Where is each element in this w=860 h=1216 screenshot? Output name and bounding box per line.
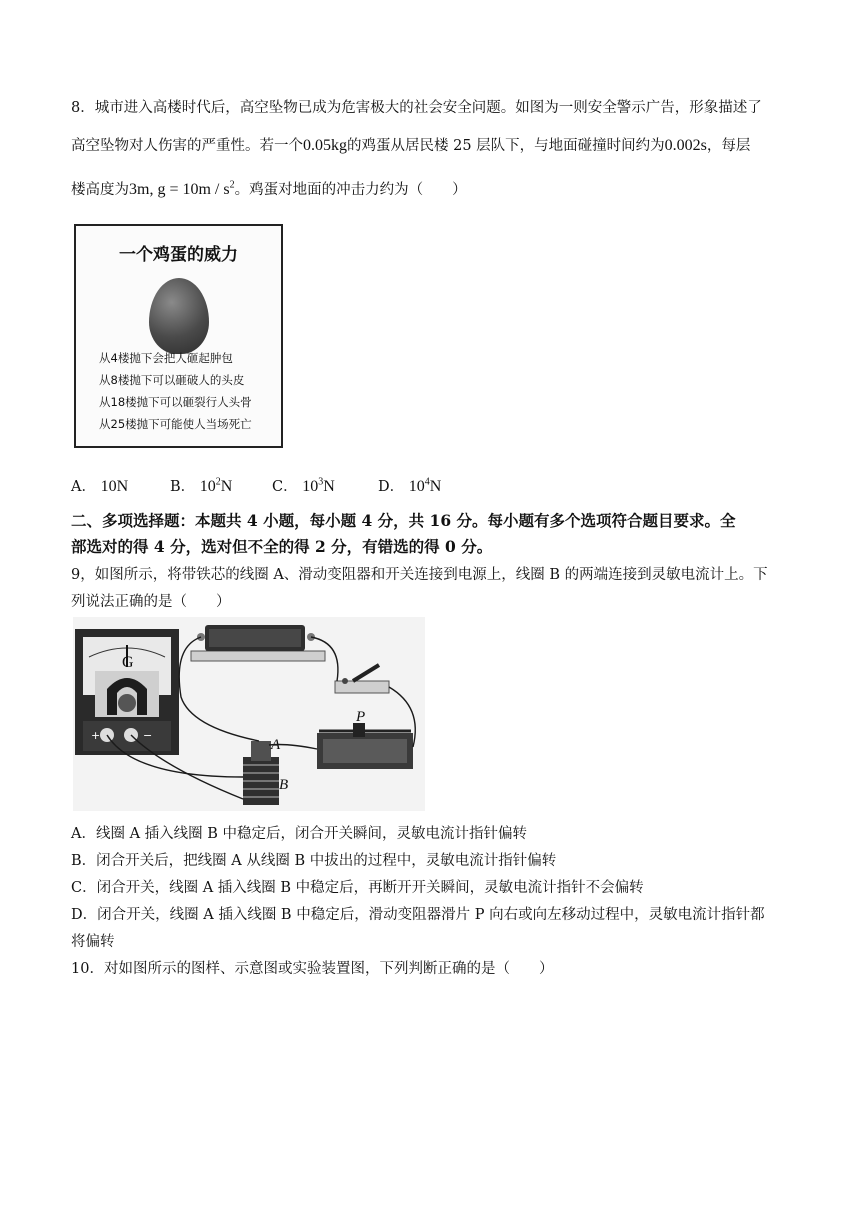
q8-line-3-text-b: 。鸡蛋对地面的冲击力约为（ ） xyxy=(234,182,467,198)
q8-line-3-text-a: 楼高度为 xyxy=(71,182,129,198)
q8-option-a xyxy=(71,475,128,496)
q10-line-1: 10．对如图所示的图样、示意图或实验装置图，下列判断正确的是（ ） xyxy=(71,961,554,977)
q8-option-d-unit: N xyxy=(429,478,442,495)
svg-text:−: − xyxy=(143,729,153,742)
battery xyxy=(191,625,325,661)
poster-line-4: 从25楼抛下可能使人当场死亡 xyxy=(99,417,252,431)
q8-option-b-value xyxy=(200,478,233,495)
q8-option-b-exp: 2 xyxy=(215,476,221,488)
q8-option-b-label: B． xyxy=(170,479,196,495)
galvanometer xyxy=(75,629,179,755)
poster-line-1: 从4楼抛下会把人砸起肿包 xyxy=(99,351,233,365)
coil-a-label: A xyxy=(271,737,281,753)
q8-option-c-exp: 3 xyxy=(318,476,324,488)
q8-option-d xyxy=(378,475,441,496)
q8-option-c-label: C． xyxy=(272,479,298,495)
q8-option-b-base: 10 xyxy=(199,478,216,495)
q9-option-d-line-2: 将偏转 xyxy=(71,934,115,950)
q9-option-a: A．线圈 A 插入线圈 B 中稳定后，闭合开关瞬间，灵敏电流计指针偏转 xyxy=(71,826,528,842)
q8-line-2 xyxy=(71,134,750,155)
poster-line-2: 从8楼抛下可以砸破人的头皮 xyxy=(99,373,245,387)
q8-line-3 xyxy=(71,178,467,199)
galvanometer-label: G xyxy=(122,654,134,671)
egg-warning-poster xyxy=(74,224,283,448)
coil-b-label: B xyxy=(279,777,289,793)
q8-mass: 0.05kg xyxy=(303,137,347,154)
section-2-heading-line-2: 部选对的得 4 分，选对但不全的得 2 分，有错选的得 0 分。 xyxy=(71,537,493,556)
q8-option-b xyxy=(170,475,232,496)
q8-height-g-text: 3m, g = 10m / s xyxy=(129,181,230,198)
q8-option-c-value xyxy=(302,478,335,495)
q8-option-d-base: 10 xyxy=(408,478,425,495)
q8-height-g xyxy=(129,181,235,198)
q8-line-2-text-a: 高空坠物对人伤害的严重性。若一个 xyxy=(71,138,303,154)
q9-option-c: C．闭合开关，线圈 A 插入线圈 B 中稳定后，再断开开关瞬间，灵敏电流计指针不会偏转 xyxy=(71,880,644,896)
q8-option-c xyxy=(272,475,335,496)
q8-collision-time: 0.002s xyxy=(664,137,707,154)
q9-option-b: B．闭合开关后，把线圈 A 从线圈 B 中拔出的过程中，灵敏电流计指针偏转 xyxy=(71,853,557,869)
q8-option-b-unit: N xyxy=(220,478,233,495)
electromagnetic-induction-apparatus xyxy=(73,617,425,811)
q9-line-1: 9，如图所示，将带铁芯的线圈 A、滑动变阻器和开关连接到电源上，线圈 B 的两端连接到灵敏电流计上。下 xyxy=(71,567,768,583)
q8-option-d-label: D． xyxy=(378,479,405,495)
q8-option-d-exp: 4 xyxy=(424,476,430,488)
q8-option-a-value: 10N xyxy=(100,478,129,495)
q8-line-2-text-c: ，每层 xyxy=(706,138,751,154)
q8-g-exponent: 2 xyxy=(229,179,235,191)
section-2-heading-line-1: 二、多项选择题：本题共 4 小题，每小题 4 分，共 16 分。每小题有多个选项符合题目要求。全 xyxy=(71,511,736,530)
q9-line-2: 列说法正确的是（ ） xyxy=(71,594,231,610)
q8-option-c-unit: N xyxy=(323,478,335,495)
slider-label: P xyxy=(356,709,366,725)
q8-line-1: 8．城市进入高楼时代后，高空坠物已成为危害极大的社会安全问题。如图为一则安全警示广告，形象描述了 xyxy=(71,100,762,116)
q8-line-2-text-b: 的鸡蛋从居民楼 25 层队下，与地面碰撞时间约为 xyxy=(347,138,665,154)
svg-text:+: + xyxy=(91,729,101,742)
egg-image xyxy=(149,278,209,354)
q9-option-d-line-1: D．闭合开关，线圈 A 插入线圈 B 中稳定后，滑动变阻器滑片 P 向右或向左移动过程中，灵敏电流计指针都 xyxy=(71,907,765,923)
q8-option-a-label: A． xyxy=(71,479,96,495)
poster-title: 一个鸡蛋的威力 xyxy=(119,245,238,265)
q8-option-c-base: 10 xyxy=(302,478,319,495)
q8-option-d-value xyxy=(409,478,442,495)
poster-line-3: 从18楼抛下可以砸裂行人头骨 xyxy=(99,395,252,409)
